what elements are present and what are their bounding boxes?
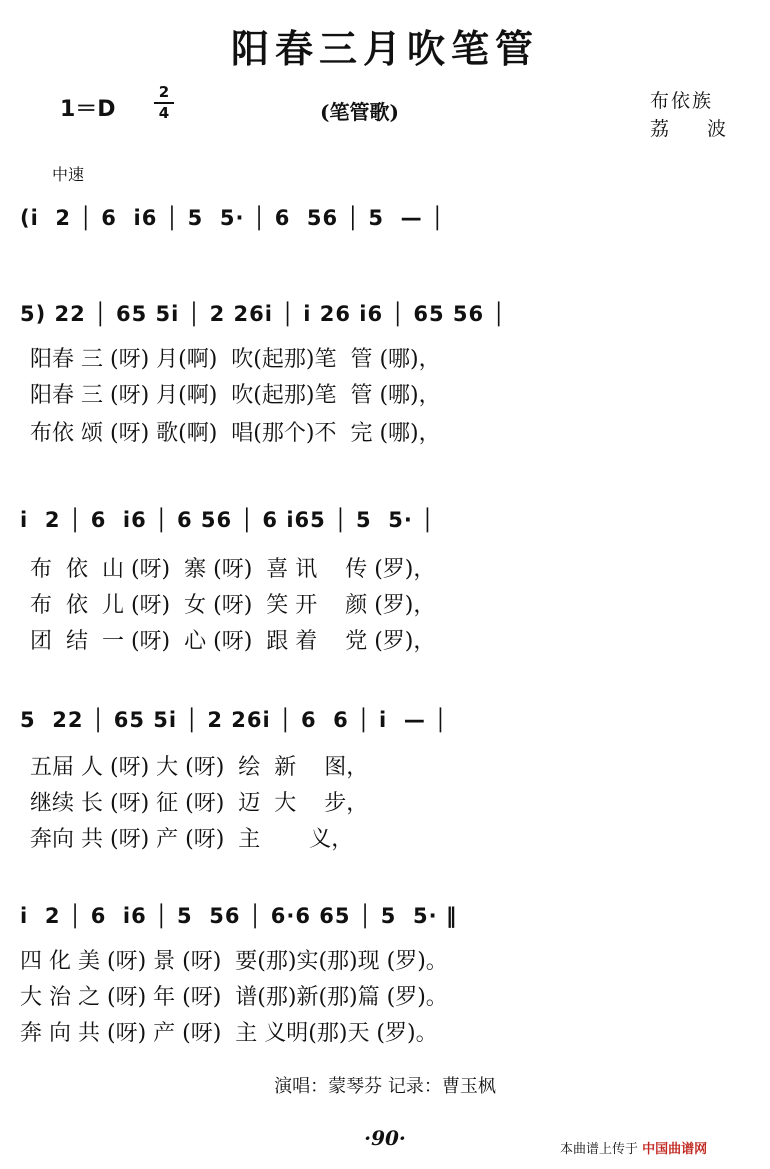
notes-line: 5) 22 │ 65 5i │ 2 26i │ i 26 i6 │ 65 56 │: [20, 302, 507, 326]
lyrics-verse-2: 继续 长 (呀) 征 (呀) 迈 大 步，: [30, 791, 369, 816]
lyrics-verse-1: 阳春 三 (呀) 月(啊) 吹(起那)笔 管 (哪)，: [30, 347, 441, 372]
lyrics-verse-3: 团 结 一 (呀) 心 (呀) 跟 着 党 (罗)，: [30, 629, 436, 654]
song-title: 阳春三月吹笔管: [230, 26, 539, 71]
notes-line: (i 2 │ 6 i6 │ 5 5· │ 6 56 │ 5 — │: [20, 206, 445, 230]
tempo-marking: 中速: [52, 165, 85, 184]
page-number: ·90·: [364, 1126, 406, 1150]
lyrics-verse-1: 五届 人 (呀) 大 (呀) 绘 新 图，: [30, 755, 369, 780]
time-signature: [152, 84, 176, 122]
lyrics-verse-2: 阳春 三 (呀) 月(啊) 吹(起那)笔 管 (哪)，: [30, 383, 441, 408]
lyrics-verse-3: 奔 向 共 (呀) 产 (呀) 主 义明(那)天 (罗)。: [20, 1021, 438, 1046]
ethnicity-credit: 布依族: [650, 90, 714, 112]
lyrics-verse-3: 布依 颂 (呀) 歌(啊) 唱(那个)不 完 (哪)，: [30, 421, 441, 446]
site-brand: 中国曲谱网: [642, 1142, 708, 1157]
lyrics-verse-1: 布 依 山 (呀) 寨 (呀) 喜 讯 传 (罗)，: [30, 557, 436, 582]
notes-line: 5 22 │ 65 5i │ 2 26i │ 6 6 │ i — │: [20, 708, 448, 732]
key-signature: 1＝D: [60, 97, 116, 122]
meter-top: 2: [158, 83, 170, 101]
author-credit: 荔 波: [650, 118, 743, 140]
upload-text: 本曲谱上传于: [560, 1142, 639, 1157]
performer-credit: 演唱：蒙琴芬 记录：曹玉枫: [274, 1076, 496, 1097]
song-subtitle: (笔管歌): [320, 100, 399, 124]
upload-note: [560, 1138, 707, 1157]
notes-line: i 2 │ 6 i6 │ 5 56 │ 6·6 65 │ 5 5· ‖: [20, 904, 458, 928]
lyrics-verse-2: 布 依 儿 (呀) 女 (呀) 笑 开 颜 (罗)，: [30, 593, 436, 618]
lyrics-verse-3: 奔向 共 (呀) 产 (呀) 主 义，: [30, 827, 354, 852]
lyrics-verse-1: 四 化 美 (呀) 景 (呀) 要(那)实(那)现 (罗)。: [20, 949, 448, 974]
meter-bottom: 4: [158, 104, 170, 122]
notes-line: i 2 │ 6 i6 │ 6 56 │ 6 i65 │ 5 5· │: [20, 508, 435, 532]
lyrics-verse-2: 大 治 之 (呀) 年 (呀) 谱(那)新(那)篇 (罗)。: [20, 985, 448, 1010]
